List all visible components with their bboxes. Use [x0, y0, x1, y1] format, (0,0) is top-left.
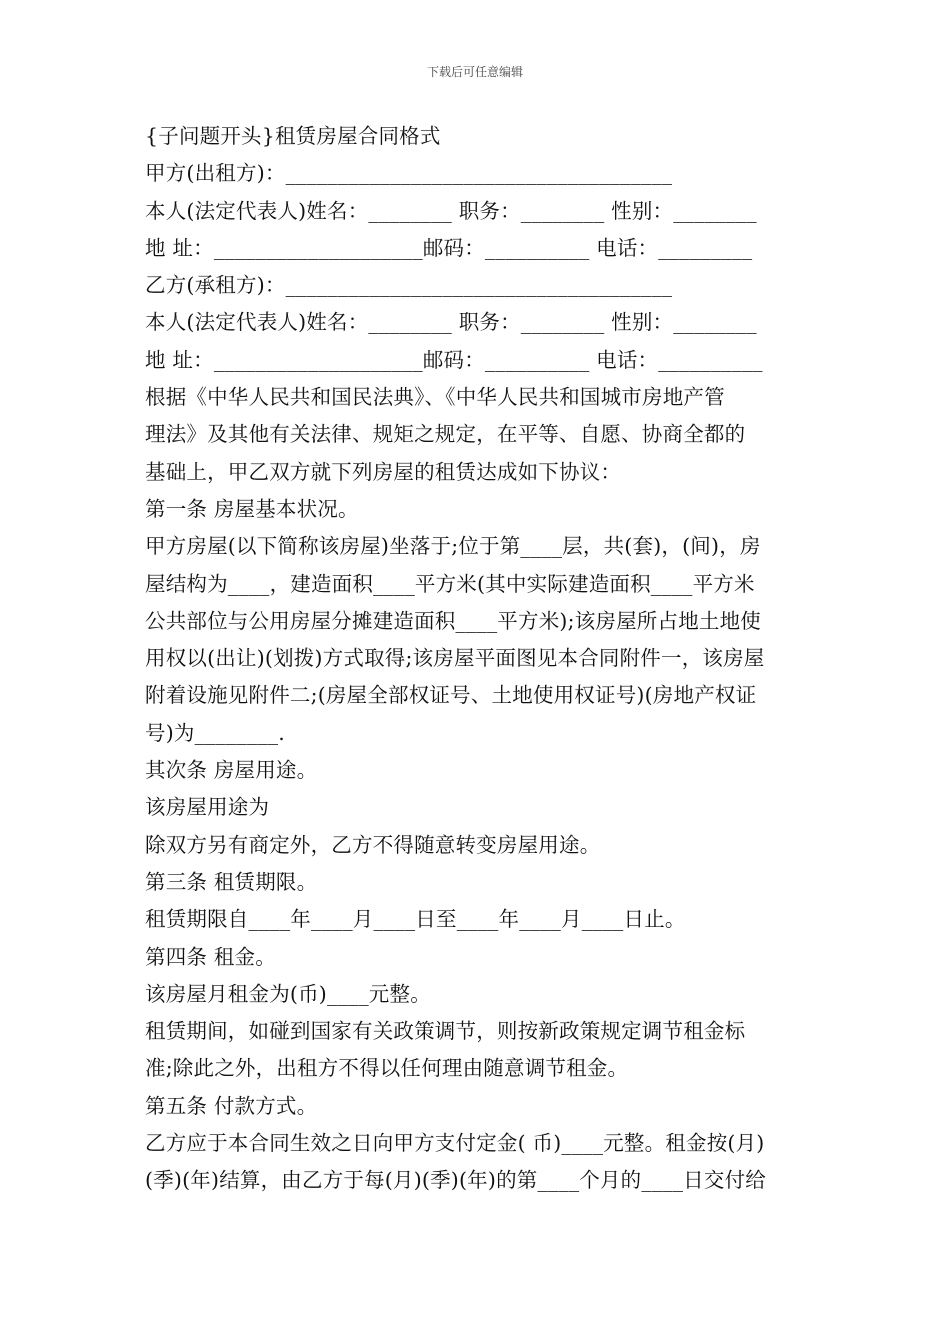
- text-line: 除双方另有商定外，乙方不得随意转变房屋用途。: [145, 832, 601, 857]
- text-line: 租赁期限自____年____月____日至____年____月____日止。: [145, 907, 686, 932]
- text-line: 租赁期间，如碰到国家有关政策调节，则按新政策规定调节租金标: [145, 1019, 746, 1044]
- document-title: {子问题开头}租赁房屋合同格式: [145, 124, 441, 148]
- text-line: 该房屋用途为: [145, 795, 270, 820]
- page-header-note: 下载后可任意编辑: [426, 65, 523, 79]
- article-heading: 第四条 租金。: [145, 944, 276, 969]
- party-a-line: 甲方(出租方)：_____________________________________: [145, 161, 673, 186]
- text-line: 号)为________.: [145, 720, 285, 745]
- party-b-line: 乙方(承租方)：_____________________________________: [145, 273, 673, 298]
- text-line: 屋结构为____，建造面积____平方米(其中实际建造面积____平方米: [145, 571, 755, 596]
- text-line: 附着设施见附件二;(房屋全部权证号、土地使用权证号)(房地产权证: [145, 683, 757, 708]
- article-heading: 第五条 付款方式。: [145, 1093, 318, 1118]
- text-line: 准;除此之外，出租方不得以任何理由随意调节租金。: [145, 1056, 629, 1081]
- text-line: 用权以(出让)(划拨)方式取得;该房屋平面图见本合同附件一，该房屋: [145, 646, 765, 671]
- article-heading: 第一条 房屋基本状况。: [145, 496, 359, 521]
- text-line: (季)(年)结算，由乙方于每(月)(季)(年)的第____个月的____日交付给: [145, 1168, 766, 1193]
- party-b-representative-line: 本人(法定代表人)姓名：________ 职务：________ 性别：________: [145, 310, 757, 335]
- text-line: 甲方房屋(以下简称该房屋)坐落于;位于第____层，共(套)，(间)，房: [145, 534, 761, 559]
- document-body: [145, 118, 810, 1200]
- text-line: 基础上，甲乙双方就下列房屋的租赁达成如下协议：: [145, 459, 622, 484]
- article-heading: 其次条 房屋用途。: [145, 758, 318, 783]
- text-line: 该房屋月租金为(币)____元整。: [145, 981, 431, 1006]
- article-heading: 第三条 租赁期限。: [145, 869, 318, 894]
- party-a-address-line: 地 址：____________________邮码：__________ 电话：_________: [145, 235, 753, 260]
- party-a-representative-line: 本人(法定代表人)姓名：________ 职务：________ 性别：________: [145, 198, 757, 223]
- party-b-address-line: 地 址：____________________邮码：__________ 电话：__________: [145, 347, 763, 372]
- text-line: 公共部位与公用房屋分摊建造面积____平方米);该房屋所占地土地使: [145, 608, 762, 633]
- text-line: 理法》及其他有关法律、规矩之规定，在平等、自愿、协商全都的: [145, 422, 746, 447]
- text-line: 乙方应于本合同生效之日向甲方支付定金( 币)____元整。租金按(月): [145, 1131, 765, 1156]
- text-line: 根据《中华人民共和国民法典》、《中华人民共和国城市房地产管: [145, 385, 725, 410]
